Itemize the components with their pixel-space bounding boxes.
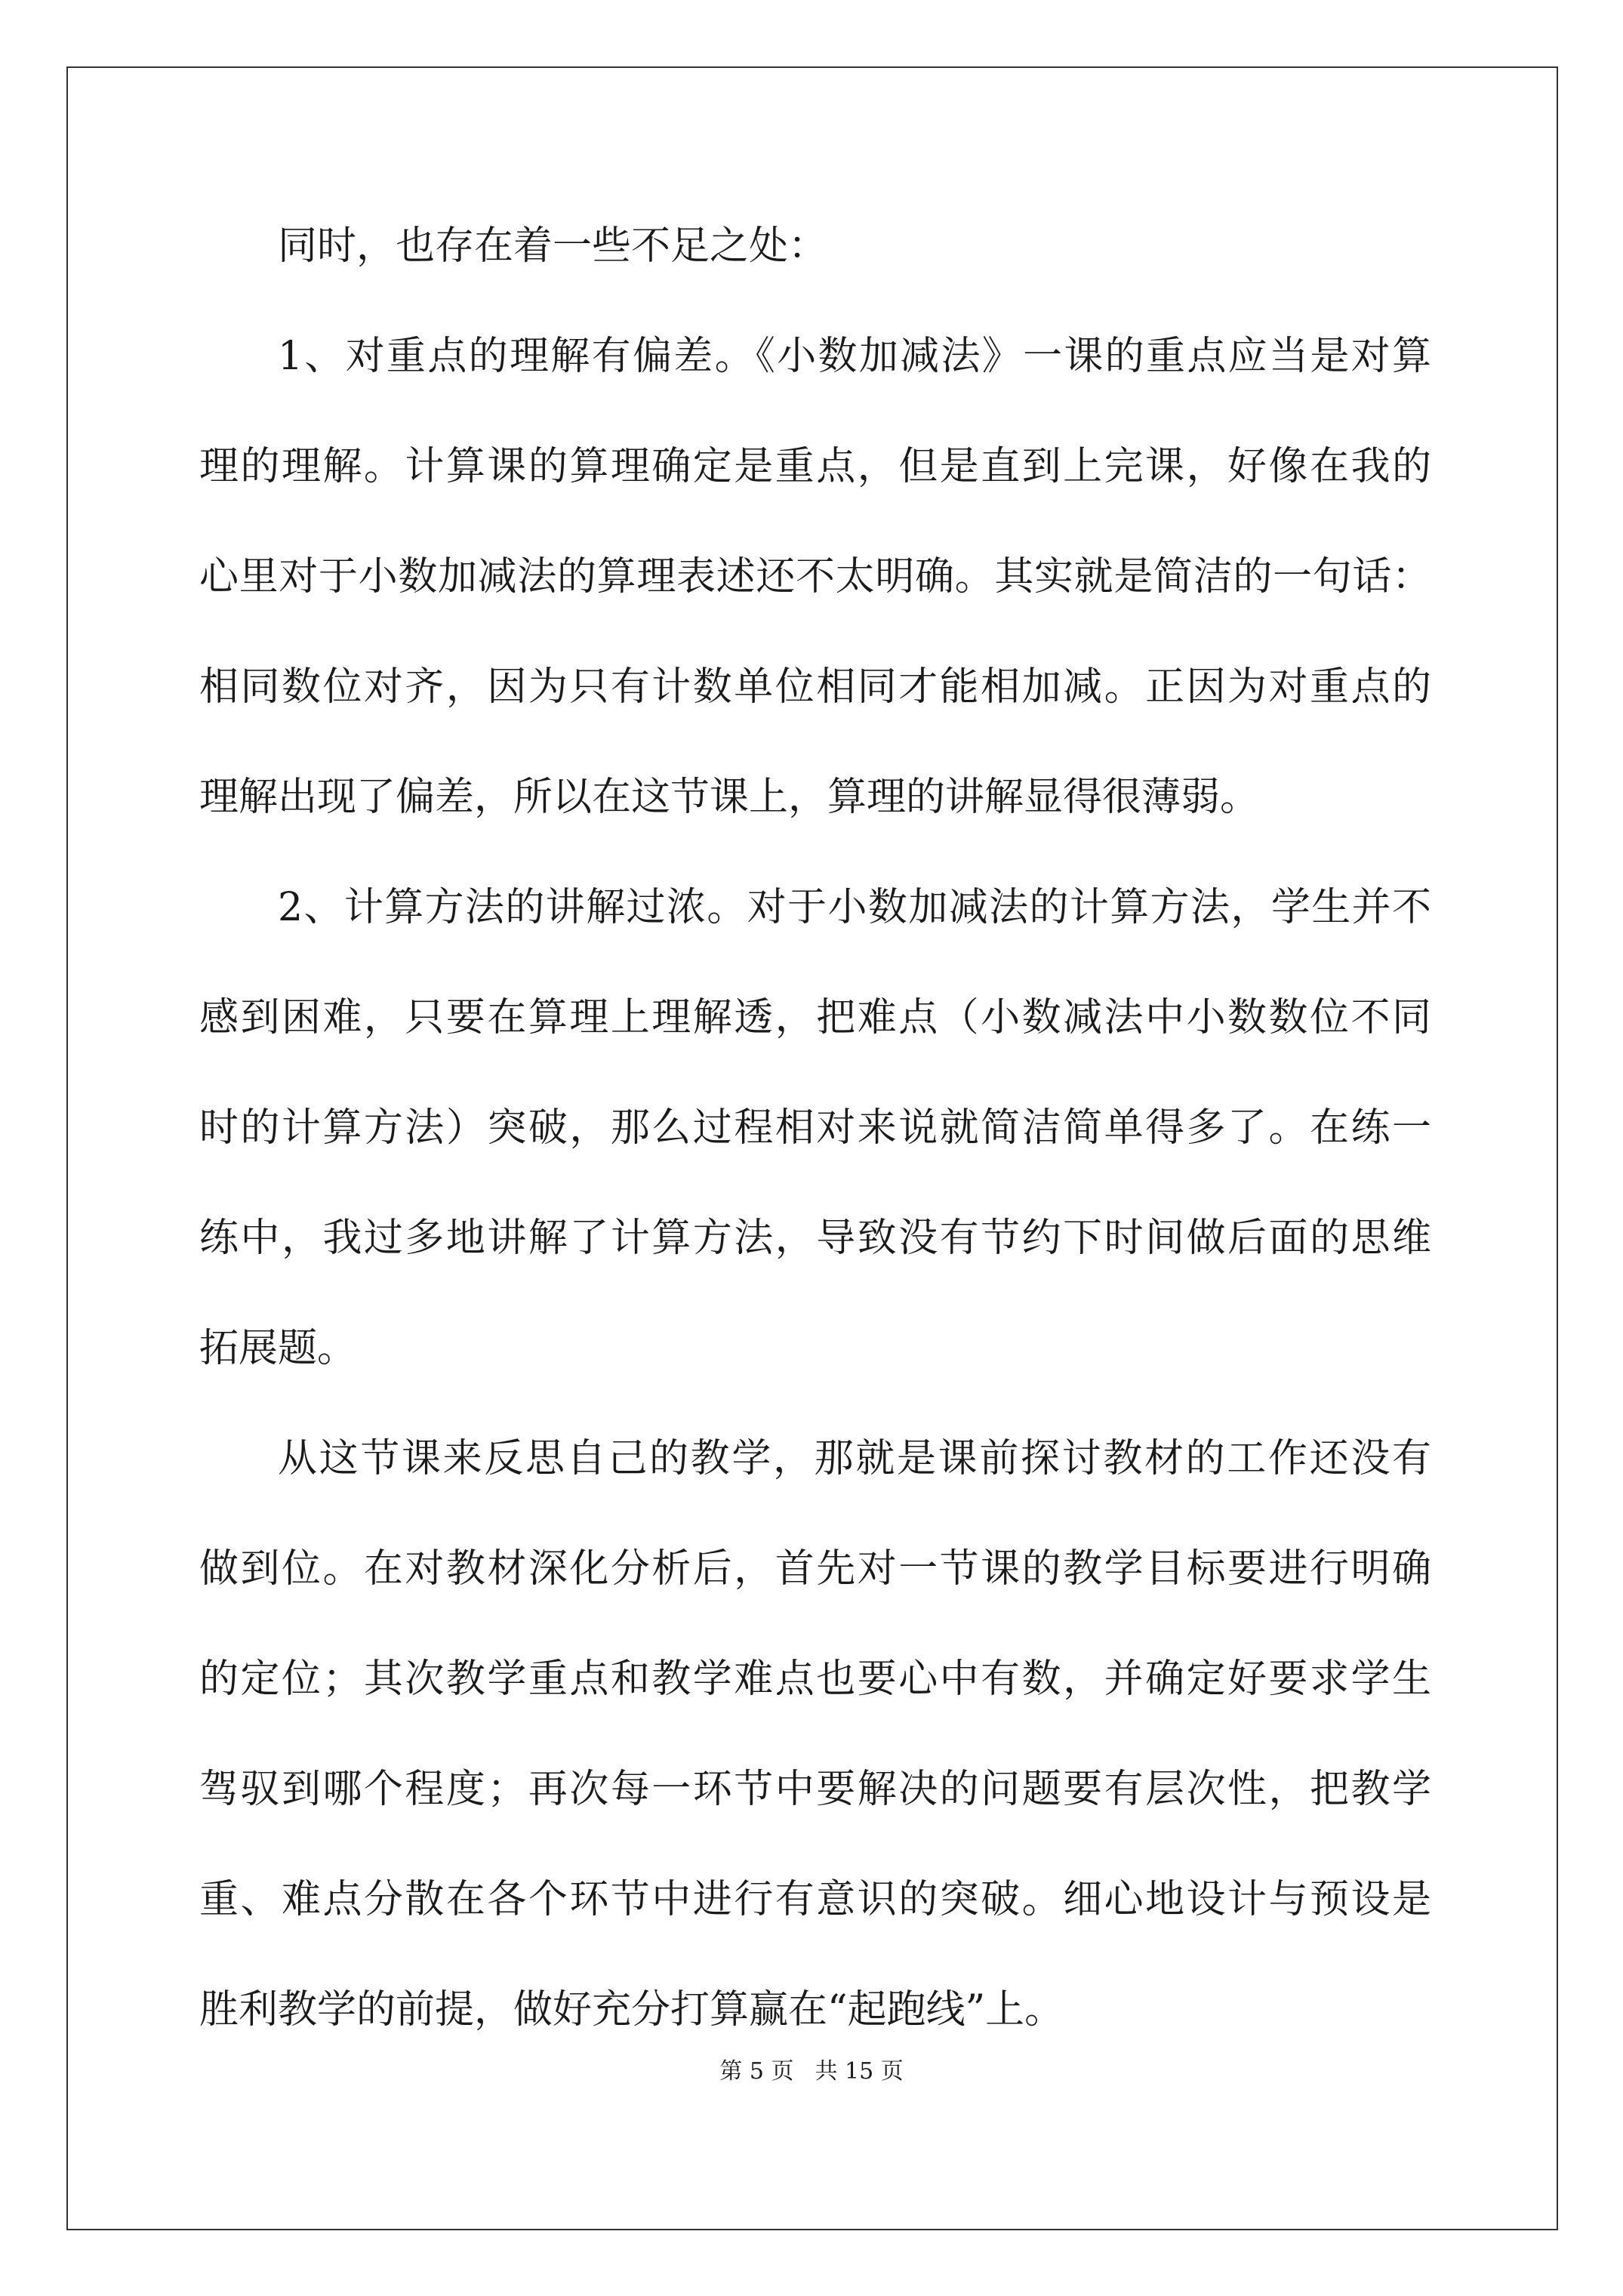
- text-line: 驾驭到哪个程度；再次每一环节中要解决的问题要有层次性，把教学: [199, 1767, 1431, 1812]
- text-line: 同时，也存在着一些不足之处：: [278, 223, 828, 269]
- paragraph: [199, 880, 1431, 1376]
- text-line: 感到困难，只要在算理上理解透，把难点（小数减法中小数数位不同: [199, 995, 1431, 1040]
- text-line: 从这节课来反思自己的教学，那就是课前探讨教材的工作还没有: [278, 1436, 1431, 1481]
- text-line: 重、难点分散在各个环节中进行有意识的突破。细心地设计与预设是: [199, 1877, 1431, 1922]
- page-total: 共 15 页: [815, 2058, 904, 2085]
- text-line: 拓展题。: [199, 1326, 357, 1371]
- text-line: 1、对重点的理解有偏差。《小数加减法》一课的重点应当是对算: [278, 334, 1431, 379]
- paragraph: [199, 329, 1431, 825]
- text-line: 理解出现了偏差，所以在这节课上，算理的讲解显得很薄弱。: [199, 775, 1260, 820]
- text-line: 时的计算方法）突破，那么过程相对来说就简洁简单得多了。在练一: [199, 1105, 1431, 1151]
- text-line: 2、计算方法的讲解过浓。对于小数加减法的计算方法，学生并不: [278, 885, 1431, 930]
- text-line: 练中，我过多地讲解了计算方法，导致没有节约下时间做后面的思维: [199, 1216, 1431, 1261]
- document-body: [199, 219, 1431, 2038]
- text-line: 的定位；其次教学重点和教学难点也要心中有数，并确定好要求学生: [199, 1657, 1431, 1702]
- text-line: 胜利教学的前提，做好充分打算赢在“起跑线”上。: [199, 1987, 1064, 2032]
- page-footer: [0, 2057, 1623, 2087]
- text-line: 心里对于小数加减法的算理表述还不太明确。其实就是简洁的一句话：: [199, 554, 1431, 599]
- page-number: 第 5 页: [719, 2058, 794, 2085]
- text-line: 理的理解。计算课的算理确定是重点，但是直到上完课，好像在我的: [199, 444, 1431, 489]
- paragraph: [199, 219, 1431, 274]
- text-line: 相同数位对齐，因为只有计数单位相同才能相加减。正因为对重点的: [199, 664, 1431, 710]
- paragraph: [199, 1432, 1431, 2038]
- text-line: 做到位。在对教材深化分析后，首先对一节课的教学目标要进行明确: [199, 1546, 1431, 1592]
